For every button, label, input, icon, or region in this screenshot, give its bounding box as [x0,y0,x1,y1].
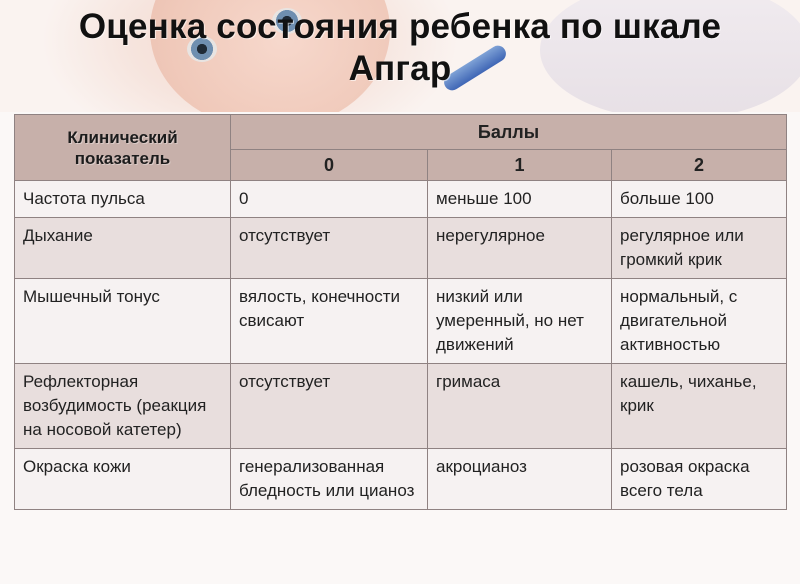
title-line-1: Оценка состояния ребенка по шкале [78,7,722,46]
header-indicator: Клинический показатель [15,115,231,181]
cell-score-0: генерализованная бледность или цианоз [231,449,428,510]
cell-indicator: Рефлекторная возбудимость (реакция на носовой катетер) [15,364,231,449]
header-points: Баллы [231,115,787,150]
cell-score-0: отсутствует [231,364,428,449]
header-score-0: 0 [231,150,428,181]
cell-score-1: гримаса [428,364,612,449]
cell-indicator: Частота пульса [15,181,231,218]
table-row [15,181,787,218]
table-row [15,218,787,279]
header-score-1: 1 [428,150,612,181]
cell-score-2: регулярное или громкий крик [612,218,787,279]
cell-score-2: больше 100 [612,181,787,218]
cell-score-0: отсутствует [231,218,428,279]
table-row [15,449,787,510]
cell-score-1: нерегулярное [428,218,612,279]
cell-indicator: Окраска кожи [15,449,231,510]
table-row [15,279,787,364]
cell-score-2: розовая окраска всего тела [612,449,787,510]
header-score-2: 2 [612,150,787,181]
title-line-2: Апгар [348,49,452,88]
cell-score-0: вялость, конечности свисают [231,279,428,364]
cell-score-1: меньше 100 [428,181,612,218]
cell-score-2: нормальный, с двигательной активностью [612,279,787,364]
table-row [15,364,787,449]
page-title [0,6,800,90]
apgar-table [14,114,787,510]
cell-score-1: низкий или умеренный, но нет движений [428,279,612,364]
cell-indicator: Дыхание [15,218,231,279]
cell-score-0: 0 [231,181,428,218]
cell-score-2: кашель, чиханье, крик [612,364,787,449]
cell-indicator: Мышечный тонус [15,279,231,364]
cell-score-1: акроцианоз [428,449,612,510]
